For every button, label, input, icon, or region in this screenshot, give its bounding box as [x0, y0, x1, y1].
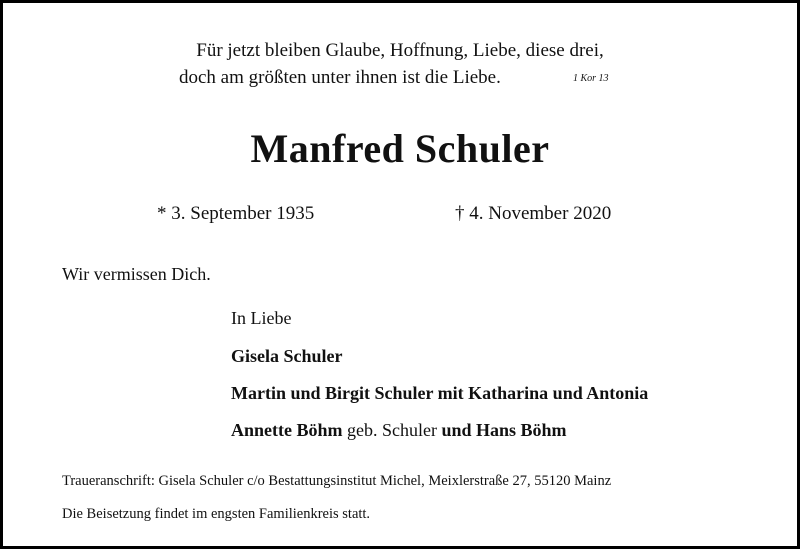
funeral-address: Traueranschrift: Gisela Schuler c/o Bestattungsinstitut Michel, Meixlerstraße 27, 55120 Mainz	[62, 473, 612, 489]
mourner-line-1: Gisela Schuler	[231, 346, 343, 366]
funeral-note: Die Beisetzung findet im engsten Familienkreis statt.	[62, 506, 371, 522]
deceased-name: Manfred Schuler	[250, 126, 550, 171]
mourner-line-2: Martin und Birgit Schuler mit Katharina und Antonia	[231, 383, 649, 403]
birth-date: * 3. September 1935	[157, 203, 315, 224]
mourners-intro: In Liebe	[231, 308, 292, 328]
bible-quote-line-1: Für jetzt bleiben Glaube, Hoffnung, Liebe, diese drei,	[196, 40, 604, 61]
mourner-line-3-birthname: geb. Schuler	[342, 420, 442, 440]
mourner-line-3-name: Annette Böhm	[231, 420, 343, 440]
farewell-message: Wir vermissen Dich.	[62, 264, 211, 284]
bible-reference: 1 Kor 13	[573, 73, 609, 84]
bible-quote-line-2: doch am größten unter ihnen ist die Liebe.	[179, 67, 501, 88]
death-date: † 4. November 2020	[455, 203, 612, 224]
mourner-line-3-partner: und Hans Böhm	[441, 420, 567, 440]
mourner-line-3	[231, 420, 567, 441]
